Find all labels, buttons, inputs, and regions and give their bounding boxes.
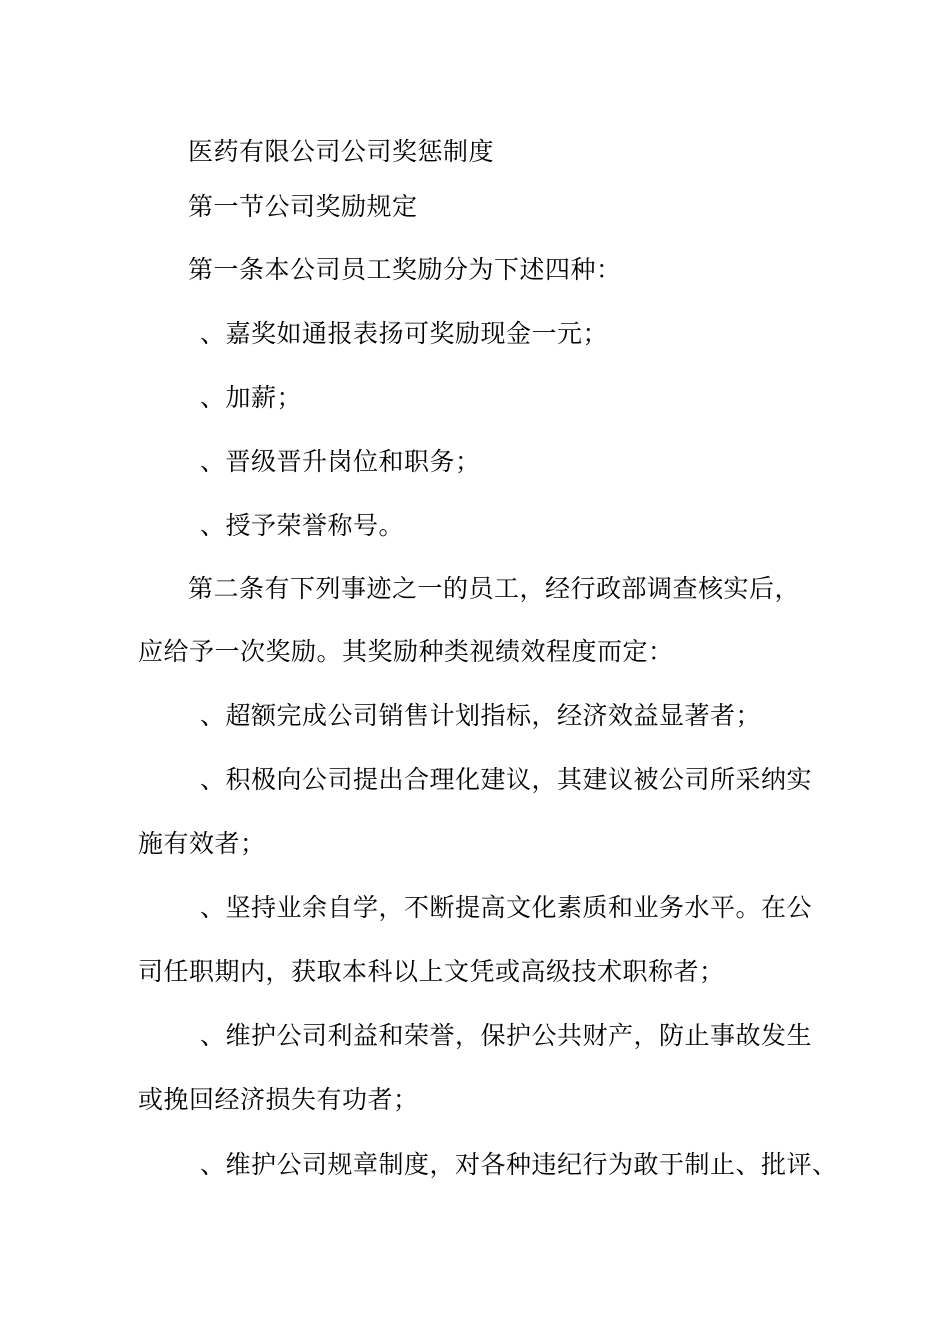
- article-1-item-3: 、晋级晋升岗位和职务；: [200, 447, 481, 476]
- article-2-heading-line-1: 第二条有下列事迹之一的员工，经行政部调查核实后，: [188, 574, 801, 603]
- article-2-item-4-line-1: 、维护公司利益和荣誉，保护公共财产，防止事故发生: [200, 1021, 813, 1050]
- article-1-item-2: 、加薪；: [200, 383, 303, 412]
- document-title: 医药有限公司公司奖惩制度: [188, 137, 495, 166]
- article-1-item-1: 、嘉奖如通报表扬可奖励现金一元；: [200, 319, 609, 348]
- article-2-item-2-line-1: 、积极向公司提出合理化建议，其建议被公司所采纳实: [200, 765, 813, 794]
- article-1-item-4: 、授予荣誉称号。: [200, 511, 405, 540]
- article-2-item-3-line-2: 司任职期内，获取本科以上文凭或高级技术职称者；: [138, 957, 725, 986]
- section-heading: 第一节公司奖励规定: [188, 192, 418, 221]
- article-2-item-5-line-1: 、维护公司规章制度，对各种违纪行为敢于制止、批评、: [200, 1150, 838, 1179]
- article-2-item-2-line-2: 施有效者；: [138, 829, 266, 858]
- article-1-heading: 第一条本公司员工奖励分为下述四种：: [188, 255, 622, 284]
- article-2-item-4-line-2: 或挽回经济损失有功者；: [138, 1085, 419, 1114]
- article-2-heading-line-2: 应给予一次奖励。其奖励种类视绩效程度而定：: [138, 637, 674, 666]
- article-2-item-1: 、超额完成公司销售计划指标，经济效益显著者；: [200, 701, 762, 730]
- article-2-item-3-line-1: 、坚持业余自学，不断提高文化素质和业务水平。在公: [200, 893, 813, 922]
